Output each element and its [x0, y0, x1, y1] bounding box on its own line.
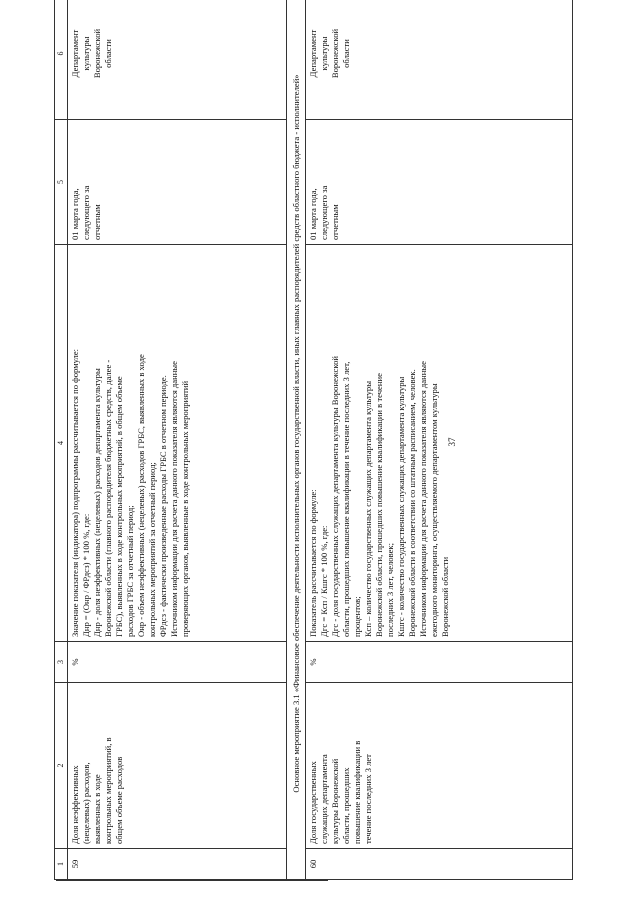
method-line: Показатель рассчитывается по формуле:: [308, 489, 318, 637]
indicator-name-line: течение последних 3 лет: [363, 754, 373, 844]
indicators-table: [54, 0, 573, 880]
responsible-line: культуры: [81, 36, 91, 71]
indicator-name-line: общем объеме расходов: [114, 756, 124, 844]
header-col-5: 5: [55, 120, 68, 245]
section-subheader-row: [287, 0, 306, 880]
header-col-4: 4: [55, 245, 68, 642]
deadline-line: следующего за: [319, 185, 329, 240]
indicator-name-line: (нецелевых) расходов,: [81, 762, 91, 844]
method-line: Воронежской области, прошедших повышение квалификации в течение: [374, 373, 384, 637]
method-line: Источником информации для расчета данного показателя являются данные: [169, 361, 179, 637]
responsible-line: культуры: [319, 36, 329, 71]
row-number: 60: [306, 849, 573, 880]
deadline-line: следующего за: [81, 185, 91, 240]
header-col-6: 6: [55, 0, 68, 120]
deadline-line: отчетным: [92, 204, 102, 240]
indicator-name-line: повышение квалификации в: [352, 740, 362, 844]
header-col-2: 2: [55, 683, 68, 849]
deadline: [306, 120, 573, 245]
method-line: ежегодного мониторинга, осуществляемого департаментом культуры: [429, 383, 439, 637]
header-col-3: 3: [55, 642, 68, 683]
deadline-line: 01 марта года,: [70, 188, 80, 240]
indicator-name-line: культуры Воронежской: [330, 758, 340, 844]
method-line: Воронежской области (главного распорядителя бюджетных средств, далее -: [103, 359, 113, 637]
deadline-line: отчетным: [330, 204, 340, 240]
deadline-line: 01 марта года,: [308, 188, 318, 240]
row-number: 59: [68, 849, 287, 880]
responsible-line: Департамент: [308, 29, 318, 78]
indicator-name: [306, 683, 573, 849]
method-line: ФРдсз - фактически произведенные расходы ГРБС в отчетном периоде.: [158, 375, 168, 637]
indicator-name-line: служащих департамента: [319, 754, 329, 844]
method-line: проверяющих органов, выявленные в ходе контрольных мероприятий: [180, 380, 190, 637]
unit: %: [68, 642, 287, 683]
responsible-line: области: [103, 39, 113, 68]
rotated-table-frame: [54, 28, 610, 880]
method-line: Днр = (Онр / ФРдсз) * 100 %, где:: [81, 513, 91, 637]
method-line: контрольных мероприятий за отчетный период;: [147, 462, 157, 637]
indicator-name-line: контрольных мероприятий, в: [103, 737, 113, 844]
method-line: Воронежской области: [440, 556, 450, 637]
indicator-name: [68, 683, 287, 849]
method-line: расходов ГРБС за отчетный период;: [125, 505, 135, 637]
responsible: [68, 0, 287, 120]
responsible-line: Воронежской: [92, 28, 102, 79]
method-line: ГРБС), выявленных в ходе контрольных мероприятий, в общем объеме: [114, 376, 124, 637]
method-line: Днр - доля неэффективных (нецелевых) расходов департамента культуры: [92, 368, 102, 637]
indicator-name-line: выявленных в ходе: [92, 774, 102, 844]
deadline: [68, 120, 287, 245]
indicator-name-line: Доля неэффективных: [70, 765, 80, 844]
footnote-rule: [56, 880, 328, 881]
responsible: [306, 0, 573, 120]
responsible-line: Воронежской: [330, 28, 340, 79]
indicator-name-line: Доля государственных: [308, 761, 318, 844]
method-line: Ксп – количество государственных служащих департамента культуры: [363, 381, 373, 637]
method-line: Дгс - доля государственных служащих департамента культуры Воронежской: [330, 356, 340, 637]
table-header-row: [55, 0, 68, 880]
responsible-line: области: [341, 39, 351, 68]
method-line: области, прошедших повышение квалификации в течение последних 3 лет,: [341, 361, 351, 637]
method-line: Онр - объем неэффективных (нецелевых) расходов ГРБС, выявленных в ходе: [136, 354, 146, 637]
responsible-line: Департамент: [70, 29, 80, 78]
calculation-method: [68, 245, 287, 642]
method-line: Дгс = Ксп / Кшгс * 100 %, где:: [319, 525, 329, 637]
unit: %: [306, 642, 573, 683]
calculation-method: [306, 245, 573, 642]
indicator-name-line: области, прошедших: [341, 767, 351, 844]
method-line: Воронежской области в соответствии со штатным расписанием, человек.: [407, 369, 417, 637]
method-line: Значение показателя (индикатора) подпрограммы рассчитывается по формуле:: [70, 348, 80, 637]
section-subheader: Основное мероприятие 3.1 «Финансовое обеспечение деятельности исполнительных органов государственной власти, иных главных распорядителей средств областного бюджета - исполнителей»: [287, 0, 306, 880]
page-number: 37: [447, 437, 457, 447]
method-line: процентов;: [352, 596, 362, 637]
method-line: Кшгс - количество государственных служащих департамента культуры: [396, 376, 406, 637]
header-col-1: 1: [55, 849, 68, 880]
method-line: последних 3 лет, человек;: [385, 543, 395, 637]
table-row-60: [306, 0, 573, 880]
table-row-59: [68, 0, 287, 880]
method-line: Источником информации для расчета данного показателя являются данные: [418, 361, 428, 637]
